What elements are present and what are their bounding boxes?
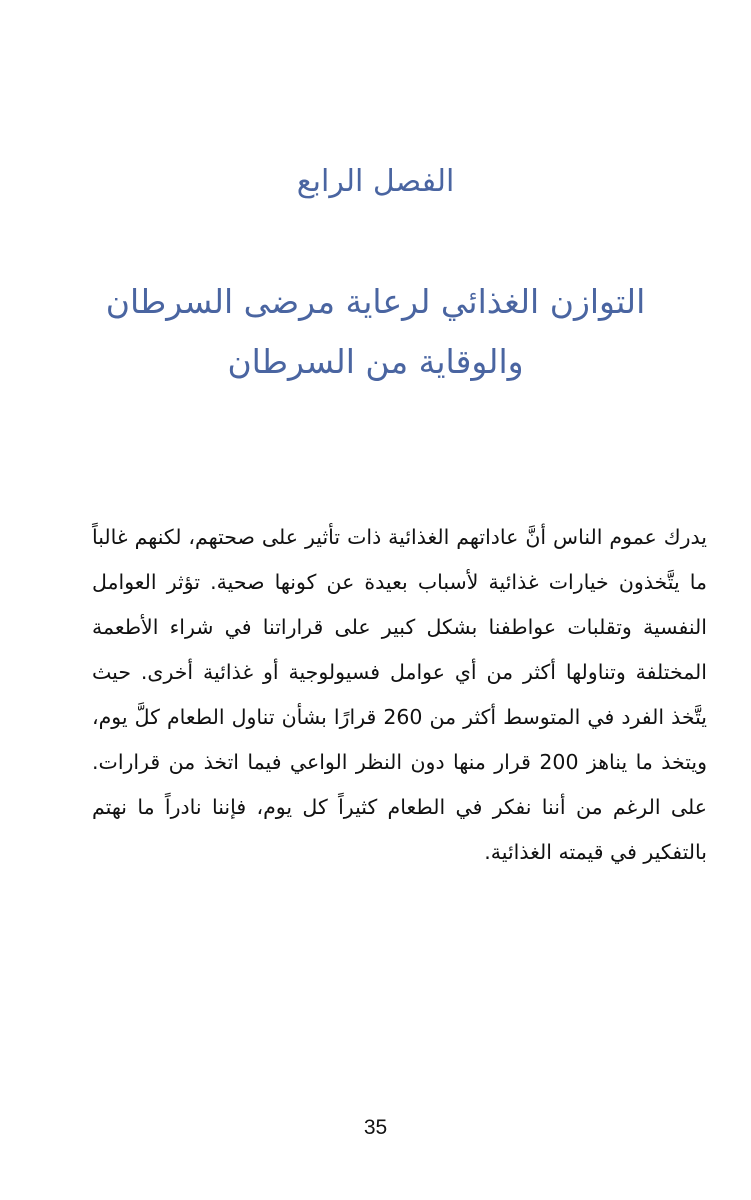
body-paragraph: يدرك عموم الناس أنَّ عاداتهم الغذائية ذات تأثير على صحتهم، لكنهم غالباً ما يتَّخذون خيارات غذائية لأسباب بعيدة عن كونها صحية. تؤثر العوامل النفسية وتقلبات عواطفنا بشكل كبير على قراراتنا في شراء الأطعمة المختلفة وتناولها أكثر من أي عوامل فسيولوجية أو غذائية أخرى. حيث يتَّخذ الفرد في المتوسط أكثر من 260 قرارًا بشأن تناول الطعام كلَّ يوم، ويتخذ ما يناهز 200 قرار منها دون النظر الواعي فيما اتخذ من قرارات. على الرغم من أننا نفكر في الطعام كثيراً كل يوم، فإننا نادراً ما نهتم بالتفكير في قيمته الغذائية. (92, 525, 707, 864)
chapter-label: الفصل الرابع (296, 164, 455, 199)
page-number: 35 (363, 1116, 388, 1139)
chapter-title: التوازن الغذائي لرعاية مرضى السرطان والوقاية من السرطان (105, 282, 646, 381)
